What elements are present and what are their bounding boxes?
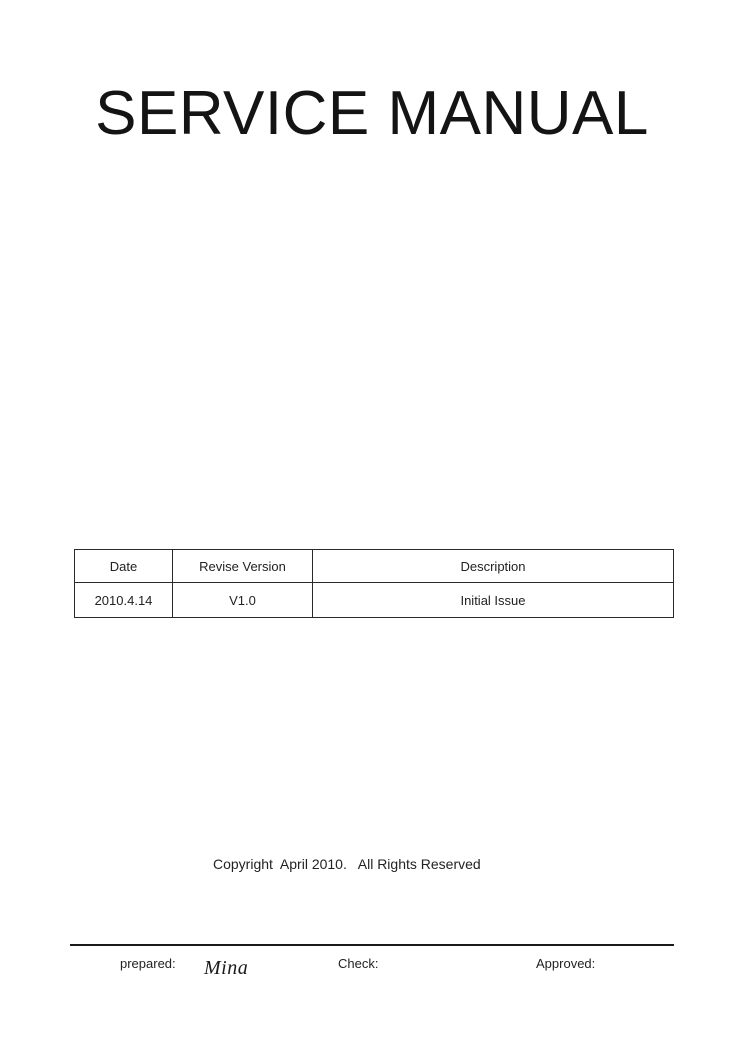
revision-history-table [74,549,674,618]
document-title: SERVICE MANUAL [95,79,649,148]
copyright-notice: Copyright April 2010. All Rights Reserved [213,856,481,872]
approved-label: Approved: [536,956,596,971]
header-revise-version: Revise Version [173,550,313,583]
prepared-signature: Mina [204,957,249,979]
header-date: Date [75,550,173,583]
prepared-label: prepared: [120,956,176,971]
cell-description: Initial Issue [313,583,674,618]
table-header-row [75,550,674,583]
header-description: Description [313,550,674,583]
signoff-divider [70,944,674,946]
check-label: Check: [338,956,379,971]
cell-date: 2010.4.14 [75,583,173,618]
cell-version: V1.0 [173,583,313,618]
table-row [75,583,674,618]
